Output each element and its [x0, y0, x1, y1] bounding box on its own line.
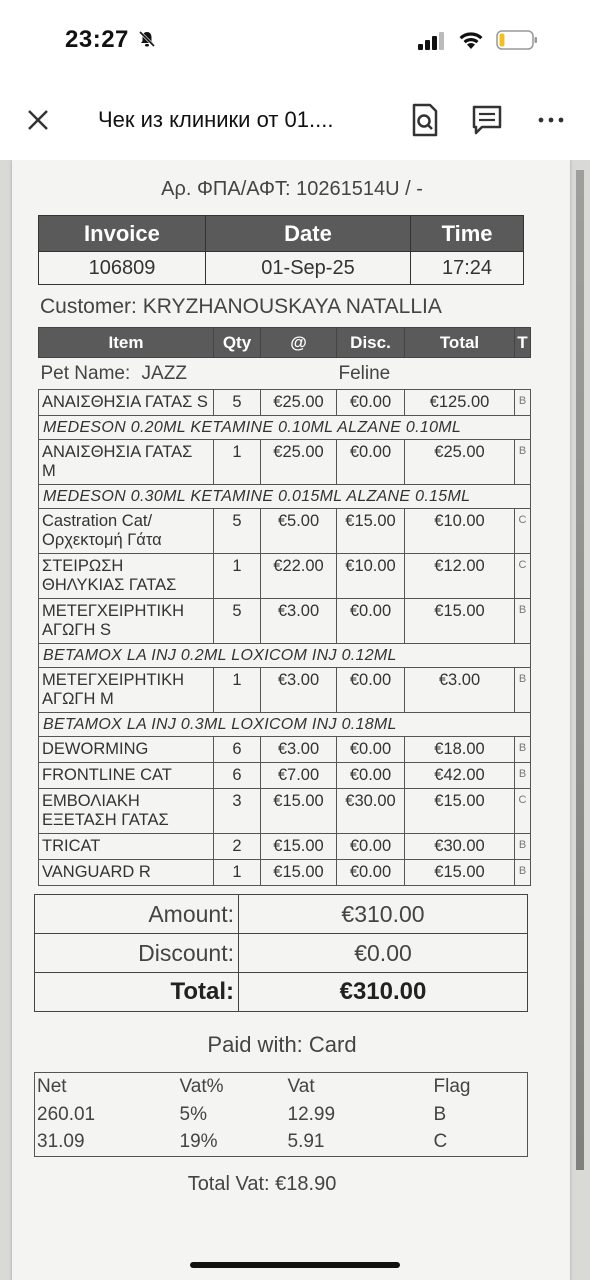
item-name: DEWORMING [39, 737, 214, 763]
item-qty: 6 [214, 763, 261, 789]
item-row [39, 789, 531, 834]
item-price: €15.00 [261, 860, 337, 886]
item-price: €25.00 [261, 440, 337, 485]
item-tax-flag: B [515, 860, 531, 886]
item-name: ΜΕΤΕΓΧΕΙΡΗΤΙΚΗ ΑΓΩΓΗ M [39, 668, 214, 713]
vat-flag: C [433, 1131, 448, 1153]
home-indicator[interactable] [190, 1262, 400, 1268]
item-discount: €0.00 [337, 860, 405, 886]
item-row [39, 599, 531, 644]
item-total: €15.00 [405, 860, 515, 886]
item-discount: €0.00 [337, 763, 405, 789]
vat-net: 31.09 [37, 1131, 85, 1153]
items-table [38, 327, 531, 886]
qty-header: Qty [214, 328, 261, 358]
item-discount: €15.00 [337, 509, 405, 554]
vat-flag: B [433, 1103, 447, 1125]
total-value: €310.00 [239, 973, 528, 1012]
status-time: 23:27 [65, 26, 129, 53]
item-row [39, 554, 531, 599]
document-search-icon[interactable] [408, 102, 442, 138]
item-tax-flag: B [515, 737, 531, 763]
viewer-toolbar [0, 80, 590, 160]
pet-label: Pet Name: [40, 363, 131, 384]
customer-name: Customer: KRYZHANOUSKAYA NATALLIA [40, 295, 442, 318]
vat-rate: 5% [179, 1103, 207, 1125]
item-note: BETAMOX LA INJ 0.2ML LOXICOM INJ 0.12ML [39, 644, 531, 668]
time-header: Time [411, 216, 524, 252]
vat-rate-header: Vat% [179, 1075, 224, 1097]
item-total: €12.00 [405, 554, 515, 599]
item-tax-flag: B [515, 599, 531, 644]
total-label: Total: [35, 973, 239, 1012]
document-title: Чек из клиники от 01.... [98, 107, 334, 132]
item-qty: 1 [214, 554, 261, 599]
pet-name: JAZZ [141, 363, 187, 384]
item-price: €25.00 [261, 390, 337, 416]
more-icon[interactable] [534, 102, 568, 138]
vat-net: 260.01 [37, 1103, 96, 1125]
item-tax-flag: B [515, 763, 531, 789]
item-discount: €0.00 [337, 599, 405, 644]
receipt-paper [12, 160, 570, 1280]
date-header: Date [205, 216, 410, 252]
item-total: €25.00 [405, 440, 515, 485]
bell-slash-icon [138, 30, 156, 48]
discount-row [35, 934, 528, 973]
item-discount: €30.00 [337, 789, 405, 834]
item-tax-flag: C [515, 554, 531, 599]
item-discount: €0.00 [337, 737, 405, 763]
total-vat: Total Vat: €18.90 [187, 1173, 337, 1195]
item-total: €125.00 [405, 390, 515, 416]
invoice-time: 17:24 [411, 252, 524, 285]
item-note: MEDESON 0.30ML KETAMINE 0.015ML ALZANE 0.15ML [39, 485, 531, 509]
item-qty: 3 [214, 789, 261, 834]
item-name: ΣΤΕΙΡΩΣΗ ΘΗΛΥΚΙΑΣ ΓΑΤΑΣ [39, 554, 214, 599]
item-name: ΑΝΑΙΣΘΗΣΙΑ ΓΑΤΑΣ S [39, 390, 214, 416]
wifi-icon [458, 30, 484, 50]
item-qty: 5 [214, 599, 261, 644]
item-row [39, 668, 531, 713]
item-price: €5.00 [261, 509, 337, 554]
item-tax-flag: B [515, 668, 531, 713]
item-note-row [39, 485, 531, 509]
item-name: ΕΜΒΟΛΙΑΚΗ ΕΞΕΤΑΣΗ ΓΑΤΑΣ [39, 789, 214, 834]
vat-row [35, 1101, 528, 1129]
item-name: ΜΕΤΕΓΧΕΙΡΗΤΙΚΗ ΑΓΩΓΗ S [39, 599, 214, 644]
comment-icon[interactable] [470, 102, 504, 138]
item-row [39, 440, 531, 485]
item-discount: €0.00 [337, 440, 405, 485]
item-total: €30.00 [405, 834, 515, 860]
item-name: TRICAT [39, 834, 214, 860]
invoice-info-table [38, 215, 524, 285]
item-price: €15.00 [261, 789, 337, 834]
close-icon[interactable] [24, 106, 52, 134]
item-price: €22.00 [261, 554, 337, 599]
item-note: MEDESON 0.20ML KETAMINE 0.10ML ALZANE 0.10ML [39, 416, 531, 440]
vat-rate: 19% [179, 1131, 218, 1153]
pet-row [39, 358, 531, 390]
item-qty: 5 [214, 390, 261, 416]
amount-label: Amount: [35, 895, 239, 934]
item-tax-flag: B [515, 440, 531, 485]
item-tax-flag: B [515, 390, 531, 416]
item-name: ΑΝΑΙΣΘΗΣΙΑ ΓΑΤΑΣ M [39, 440, 214, 485]
item-qty: 2 [214, 834, 261, 860]
item-discount: €0.00 [337, 390, 405, 416]
item-discount: €10.00 [337, 554, 405, 599]
item-price: €3.00 [261, 737, 337, 763]
item-row [39, 509, 531, 554]
item-row [39, 860, 531, 886]
amount-value: €310.00 [239, 895, 528, 934]
item-qty: 1 [214, 668, 261, 713]
vat-summary-table [34, 1072, 528, 1157]
battery-icon [496, 30, 538, 50]
vat-amount: 5.91 [287, 1131, 325, 1153]
scrollbar[interactable] [576, 170, 584, 1170]
invoice-number: 106809 [39, 252, 206, 285]
vat-registration: Αρ. ΦΠΑ/ΑΦΤ: 10261514U / - [161, 178, 423, 200]
discount-value: €0.00 [239, 934, 528, 973]
status-bar [0, 0, 590, 80]
item-row [39, 763, 531, 789]
item-discount: €0.00 [337, 668, 405, 713]
item-row [39, 737, 531, 763]
item-note-row [39, 644, 531, 668]
item-tax-flag: B [515, 834, 531, 860]
discount-label: Discount: [35, 934, 239, 973]
item-name: VANGUARD R [39, 860, 214, 886]
item-total: €15.00 [405, 789, 515, 834]
item-price: €15.00 [261, 834, 337, 860]
item-price: €7.00 [261, 763, 337, 789]
item-name: FRONTLINE CAT [39, 763, 214, 789]
total-row [35, 973, 528, 1012]
payment-method: Paid with: Card [207, 1032, 357, 1057]
item-header: Item [39, 328, 214, 358]
price-header: @ [261, 328, 337, 358]
item-qty: 1 [214, 860, 261, 886]
item-price: €3.00 [261, 599, 337, 644]
pet-species: Feline [338, 363, 391, 384]
item-qty: 6 [214, 737, 261, 763]
invoice-date: 01-Sep-25 [205, 252, 410, 285]
item-note-row [39, 416, 531, 440]
totals-table [34, 894, 528, 1012]
vat-row [35, 1129, 528, 1157]
item-note: BETAMOX LA INJ 0.3ML LOXICOM INJ 0.18ML [39, 713, 531, 737]
item-tax-flag: C [515, 509, 531, 554]
flag-header: Flag [433, 1075, 471, 1097]
item-qty: 5 [214, 509, 261, 554]
item-total: €10.00 [405, 509, 515, 554]
item-price: €3.00 [261, 668, 337, 713]
item-note-row [39, 713, 531, 737]
amount-row [35, 895, 528, 934]
vat-amount: 12.99 [287, 1103, 336, 1125]
item-qty: 1 [214, 440, 261, 485]
item-name: Castration Cat/ Ορχεκτομή Γάτα [39, 509, 214, 554]
item-row [39, 390, 531, 416]
item-total: €3.00 [405, 668, 515, 713]
item-total: €42.00 [405, 763, 515, 789]
tax-flag-header: T [515, 328, 531, 358]
item-discount: €0.00 [337, 834, 405, 860]
disc-header: Disc. [337, 328, 405, 358]
item-total: €15.00 [405, 599, 515, 644]
receipt [32, 178, 532, 1196]
item-row [39, 834, 531, 860]
total-header: Total [405, 328, 515, 358]
item-total: €18.00 [405, 737, 515, 763]
invoice-header: Invoice [39, 216, 206, 252]
vat-amount-header: Vat [287, 1075, 315, 1097]
signal-icon [418, 32, 446, 50]
item-tax-flag: C [515, 789, 531, 834]
net-header: Net [37, 1075, 67, 1097]
document-viewer[interactable] [0, 160, 590, 1280]
